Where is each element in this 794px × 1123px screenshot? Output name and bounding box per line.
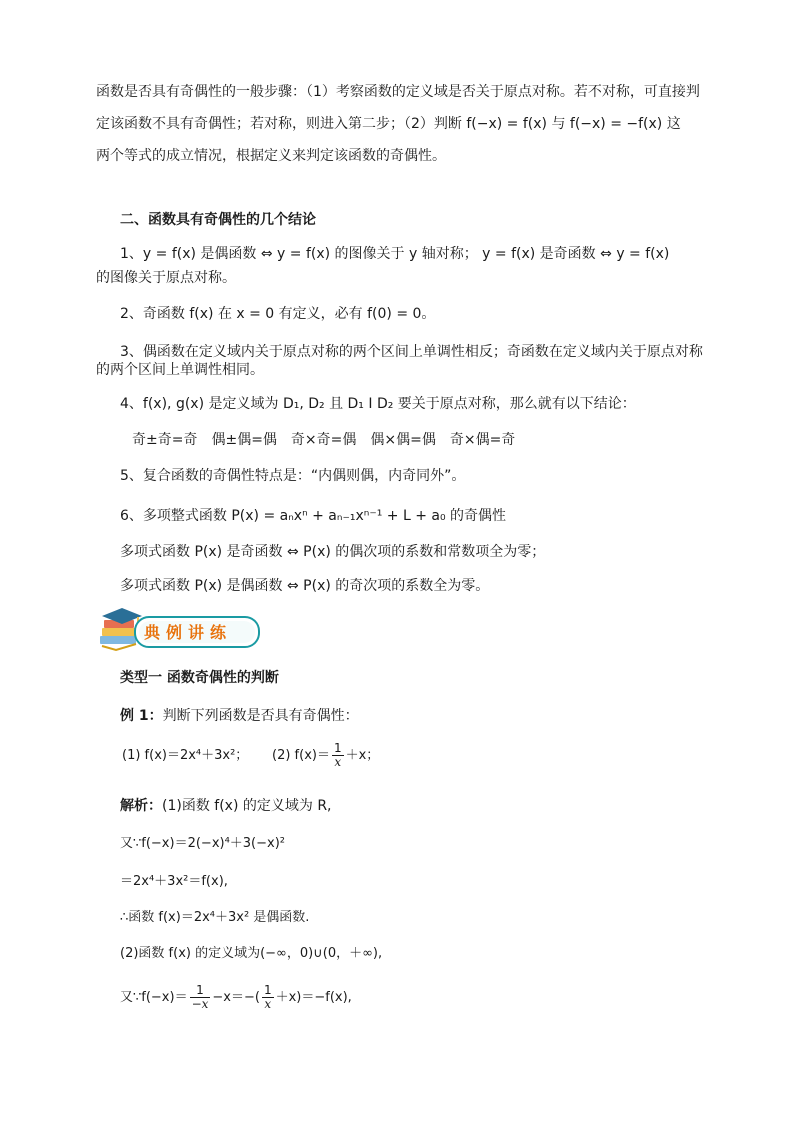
solution-line-6 (120, 982, 352, 1014)
solution-line-5: (2)函数 f(x) 的定义域为(−∞，0)∪(0，＋∞), (120, 946, 383, 961)
solution-line-3: ＝2x⁴＋3x²＝f(x), (120, 874, 228, 889)
conclusion-1-line-2: 的图像关于原点对称。 (96, 270, 236, 286)
fraction-denominator: x (334, 755, 342, 769)
example-1-part-2-suffix: ＋x； (345, 748, 380, 763)
example-1-part-1: (1) f(x)＝2x⁴＋3x²； (122, 748, 249, 763)
example-1-part-2-fraction (332, 742, 344, 769)
section-heading: 二、函数具有奇偶性的几个结论 (120, 212, 316, 228)
intro-line-3: 两个等式的成立情况，根据定义来判定该函数的奇偶性。 (96, 148, 446, 164)
solution-label: 解析： (120, 798, 162, 814)
intro-line-2: 定该函数不具有奇偶性；若对称，则进入第二步；（2）判断 f(−x) = f(x) 与 f(−x) = −f(x) 这 (96, 116, 681, 132)
example-1-part-2-prefix: (2) f(x)＝ (272, 748, 330, 763)
solution-line-1 (120, 796, 332, 816)
solution-line-2: 又∵f(−x)＝2(−x)⁴＋3(−x)² (120, 836, 286, 851)
banner-title: 典例讲练 (144, 623, 233, 642)
fraction-numerator: 1 (190, 984, 211, 998)
conclusion-4: 4、f(x), g(x) 是定义域为 D₁, D₂ 且 D₁ I D₂ 要关于原点对称，那么就有以下结论： (120, 396, 636, 412)
conclusion-3-line-1: 3、偶函数在定义域内关于原点对称的两个区间上单调性相反；奇函数在定义域内关于原点对称 (120, 344, 703, 360)
solution-6-middle: −x＝−( (212, 990, 260, 1005)
solution-6-fraction-2 (262, 984, 274, 1011)
type-heading: 类型一 函数奇偶性的判断 (120, 670, 279, 686)
conclusion-6: 6、多项整式函数 P(x) = aₙxⁿ + aₙ₋₁xⁿ⁻¹ + L + a₀ 的奇偶性 (120, 508, 507, 524)
solution-6-fraction-1 (190, 984, 211, 1011)
conclusion-2: 2、奇函数 f(x) 在 x = 0 有定义，必有 f(0) = 0。 (120, 306, 436, 322)
conclusion-3-line-2: 的两个区间上单调性相同。 (96, 362, 264, 378)
fraction-numerator: 1 (263, 983, 272, 997)
example-1-part-2 (272, 740, 379, 772)
conclusion-1-line-1: 1、y = f(x) 是偶函数 ⇔ y = f(x) 的图像关于 y 轴对称； y = f(x) 是奇函数 ⇔ y = f(x) (120, 246, 670, 262)
fraction-denominator: x (264, 997, 272, 1011)
fraction-denominator: −x (191, 997, 209, 1011)
solution-6-prefix: 又∵f(−x)＝ (120, 990, 188, 1005)
example-1-statement (120, 706, 359, 726)
intro-line-1: 函数是否具有奇偶性的一般步骤：（1）考察函数的定义域是否关于原点对称。若不对称，可直接判 (96, 84, 700, 100)
fraction-numerator: 1 (333, 741, 342, 755)
conclusion-6-odd: 多项式函数 P(x) 是奇函数 ⇔ P(x) 的偶次项的系数和常数项全为零； (120, 544, 546, 560)
example-1-label: 例 1： (120, 708, 163, 724)
solution-text-1: (1)函数 f(x) 的定义域为 R, (162, 798, 332, 814)
conclusion-4-rules: 奇±奇=奇 偶±偶=偶 奇×奇=偶 偶×偶=偶 奇×偶=奇 (132, 432, 516, 448)
conclusion-6-even: 多项式函数 P(x) 是偶函数 ⇔ P(x) 的奇次项的系数全为零。 (120, 578, 490, 594)
section-banner (96, 606, 266, 654)
solution-line-4: ∴函数 f(x)＝2x⁴＋3x² 是偶函数. (120, 910, 310, 925)
example-1-text: 判断下列函数是否具有奇偶性： (162, 708, 359, 724)
solution-6-suffix: ＋x)＝−f(x), (275, 990, 352, 1005)
conclusion-5: 5、复合函数的奇偶性特点是：“内偶则偶，内奇同外”。 (120, 468, 466, 484)
